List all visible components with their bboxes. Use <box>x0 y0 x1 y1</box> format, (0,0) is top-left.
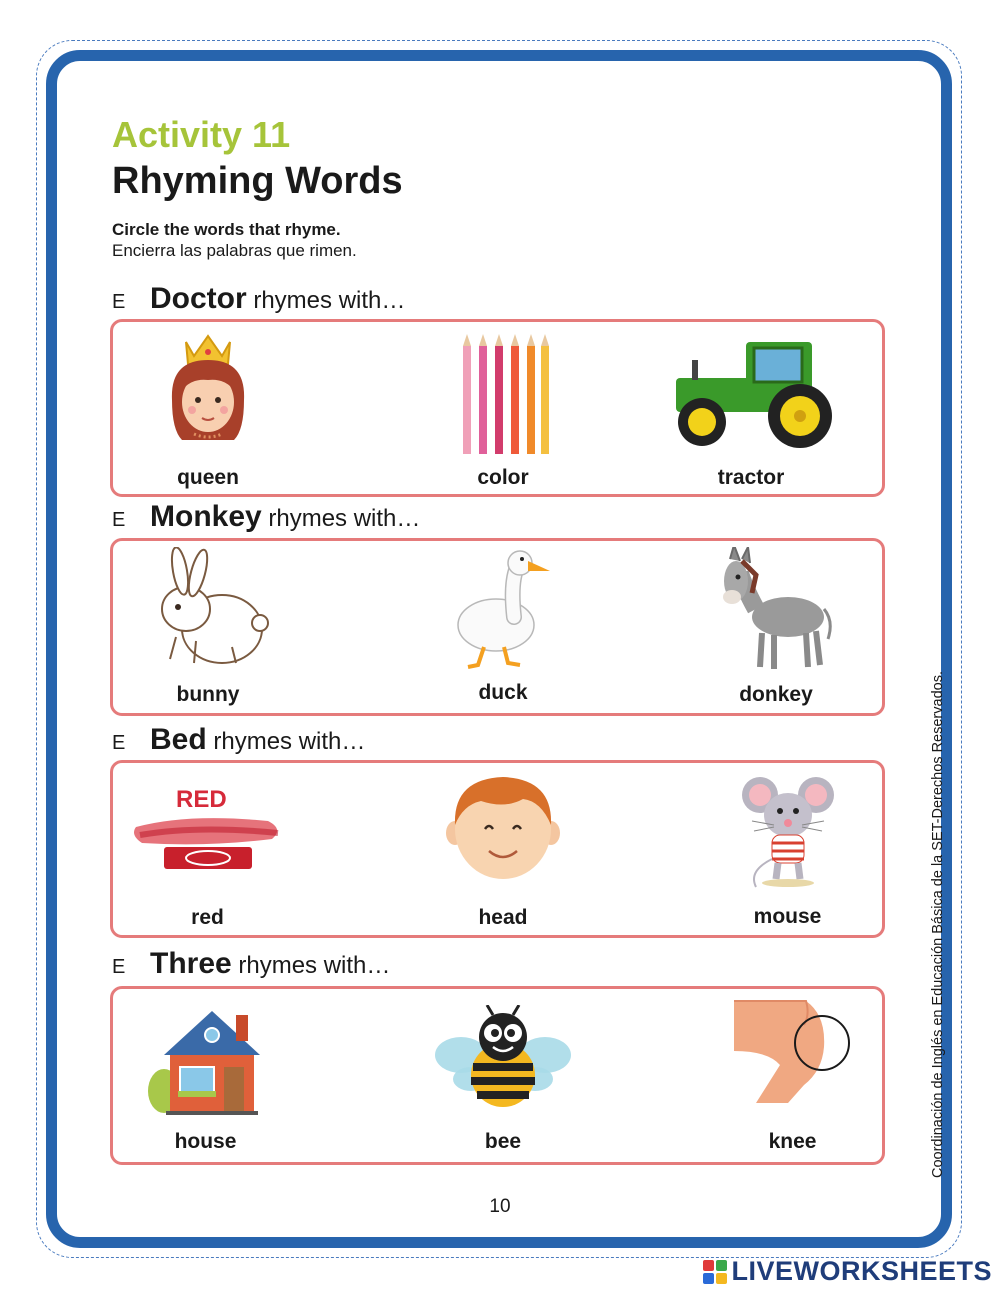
question-marker: E <box>112 732 126 754</box>
page-title: Rhyming Words <box>112 160 403 202</box>
question-suffix: rhymes with… <box>206 728 366 755</box>
option-queen[interactable] <box>148 330 268 495</box>
question-marker: E <box>112 291 126 313</box>
question-word: Monkey <box>150 500 262 533</box>
option-label: house <box>174 1130 237 1153</box>
boy-head-icon <box>445 771 561 881</box>
mouse-icon <box>738 771 838 889</box>
page-number: 10 <box>489 1196 511 1217</box>
option-tractor[interactable] <box>651 330 851 495</box>
question-suffix: rhymes with… <box>231 952 391 979</box>
activity-label: Activity 11 <box>112 114 291 155</box>
option-label: knee <box>768 1130 817 1153</box>
option-label: donkey <box>739 683 813 706</box>
option-label: color <box>477 466 529 489</box>
question-1 <box>112 282 405 316</box>
option-bee[interactable] <box>428 1005 578 1165</box>
bee-icon <box>431 1005 575 1111</box>
question-marker: E <box>112 956 126 978</box>
donkey-icon <box>716 547 836 675</box>
option-donkey[interactable] <box>711 547 841 715</box>
bunny-icon <box>146 547 271 672</box>
question-2 <box>112 500 420 534</box>
option-label: mouse <box>753 905 822 928</box>
option-head[interactable] <box>443 771 563 937</box>
option-label: bee <box>484 1130 522 1153</box>
copyright-note: Coordinación de Inglés en Educación Básica de la SET-Derechos Reservados. <box>930 671 946 1178</box>
answer-box-3 <box>110 760 885 938</box>
option-duck[interactable] <box>443 547 563 715</box>
answer-box-1 <box>110 319 885 497</box>
liveworksheets-logo <box>703 1256 992 1287</box>
option-label: head <box>478 906 528 929</box>
option-red[interactable] <box>125 785 290 937</box>
option-mouse[interactable] <box>725 771 850 937</box>
question-word: Bed <box>150 723 207 756</box>
answer-box-4 <box>110 986 885 1165</box>
option-label: red <box>191 906 224 929</box>
answer-box-2 <box>110 538 885 716</box>
pencils-icon <box>453 330 553 458</box>
red-crayon-icon <box>128 785 288 877</box>
option-label: queen <box>177 466 239 489</box>
knee-icon <box>728 995 858 1105</box>
option-label: bunny <box>176 683 240 706</box>
option-color[interactable] <box>443 330 563 495</box>
question-word: Doctor <box>150 282 247 315</box>
question-suffix: rhymes with… <box>261 505 421 532</box>
brand-name: LIVEWORKSHEETS <box>731 1256 992 1286</box>
tractor-icon <box>656 330 846 450</box>
option-house[interactable] <box>138 1005 273 1165</box>
red-word: RED <box>175 786 227 813</box>
house-icon <box>146 1005 266 1117</box>
option-bunny[interactable] <box>143 547 273 715</box>
question-word: Three <box>150 947 232 980</box>
option-label: duck <box>478 681 528 704</box>
queen-icon <box>158 330 258 445</box>
question-3 <box>112 723 365 757</box>
question-marker: E <box>112 509 126 531</box>
logo-squares-icon <box>703 1260 727 1284</box>
question-suffix: rhymes with… <box>246 287 406 314</box>
option-knee[interactable] <box>725 995 860 1165</box>
instruction-english: Circle the words that rhyme. <box>112 220 341 239</box>
question-4 <box>112 947 390 981</box>
option-label: tractor <box>717 466 785 489</box>
duck-icon <box>448 547 558 672</box>
instruction-spanish: Encierra las palabras que rimen. <box>112 241 357 260</box>
